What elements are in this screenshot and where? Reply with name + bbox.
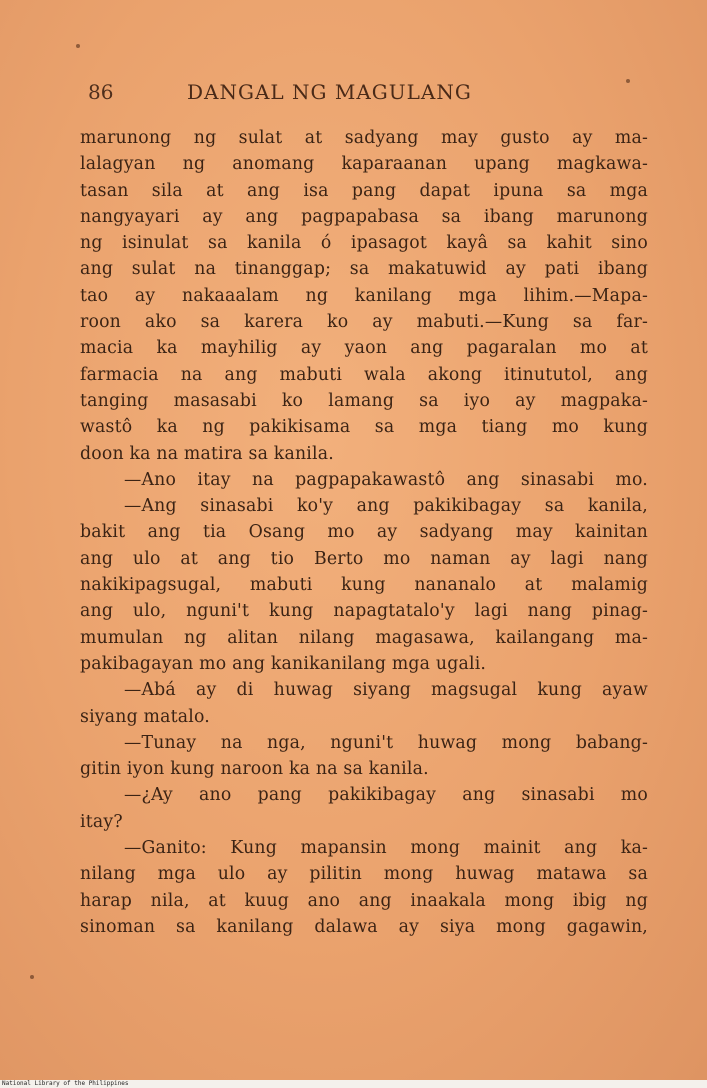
text-line: ang sulat na tinanggap; sa makatuwid ay pati ibang	[80, 259, 648, 280]
paper-speck	[76, 44, 80, 48]
text-line: nilang mga ulo ay pilitin mong huwag matawa sa	[80, 864, 648, 885]
text-line: itay?	[80, 811, 123, 832]
text-line: bakit ang tia Osang mo ay sadyang may kainitan	[80, 522, 648, 543]
body-text	[80, 125, 648, 940]
text-line: nangyayari ay ang pagpapabasa sa ibang marunong	[80, 206, 648, 227]
text-line: —Abá ay di huwag siyang magsugal kung ayaw	[124, 680, 648, 701]
text-line: ang ulo, nguni't kung napagtatalo'y lagi nang pinag-	[80, 601, 648, 622]
text-line: roon ako sa karera ko ay mabuti.—Kung sa far-	[80, 312, 648, 333]
text-line: pakibagayan mo ang kanikanilang mga ugali.	[80, 653, 487, 674]
text-line: macia ka mayhilig ay yaon ang pagaralan mo at	[80, 338, 648, 359]
paper-speck	[30, 975, 34, 979]
text-line: farmacia na ang mabuti wala akong itinututol, ang	[80, 364, 648, 385]
running-title: DANGAL NG MAGULANG	[187, 80, 472, 104]
text-line: ng isinulat sa kanila ó ipasagot kayâ sa kahit sino	[80, 233, 648, 254]
text-line: nakikipagsugal, mabuti kung nananalo at malamig	[80, 575, 648, 596]
text-line: mumulan ng alitan nilang magasawa, kailangang ma-	[80, 627, 648, 648]
text-line: sinoman sa kanilang dalawa ay siya mong gagawin,	[80, 916, 648, 937]
text-line: tanging masasabi ko lamang sa iyo ay magpaka-	[80, 390, 648, 411]
text-line: —¿Ay ano pang pakikibagay ang sinasabi mo	[124, 785, 648, 806]
page-header	[0, 80, 707, 112]
text-line: —Tunay na nga, nguni't huwag mong babang-	[124, 732, 648, 753]
text-line: siyang matalo.	[80, 706, 211, 727]
text-line: —Ganito: Kung mapansin mong mainit ang ka-	[124, 838, 648, 859]
text-line: —Ano itay na pagpapakawastô ang sinasabi mo.	[124, 469, 648, 490]
scan-footer	[0, 1080, 707, 1088]
text-line: tao ay nakaaalam ng kanilang mga lihim.—Mapa-	[80, 285, 648, 306]
text-line: —Ang sinasabi ko'y ang pakikibagay sa kanila,	[124, 496, 648, 517]
text-line: ang ulo at ang tio Berto mo naman ay lagi nang	[80, 548, 648, 569]
text-line: lalagyan ng anomang kaparaanan upang magkawa-	[80, 154, 648, 175]
text-line: wastô ka ng pakikisama sa mga tiang mo kung	[80, 417, 648, 438]
library-credit: National Library of the Philippines	[2, 1080, 129, 1087]
text-line: harap nila, at kuug ano ang inaakala mong ibig ng	[80, 890, 648, 911]
text-line: gitin iyon kung naroon ka na sa kanila.	[80, 759, 429, 780]
page-number: 86	[88, 80, 114, 104]
text-line: doon ka na matira sa kanila.	[80, 443, 334, 464]
text-line: marunong ng sulat at sadyang may gusto ay ma-	[80, 128, 648, 148]
text-line: tasan sila at ang isa pang dapat ipuna sa mga	[80, 180, 648, 201]
